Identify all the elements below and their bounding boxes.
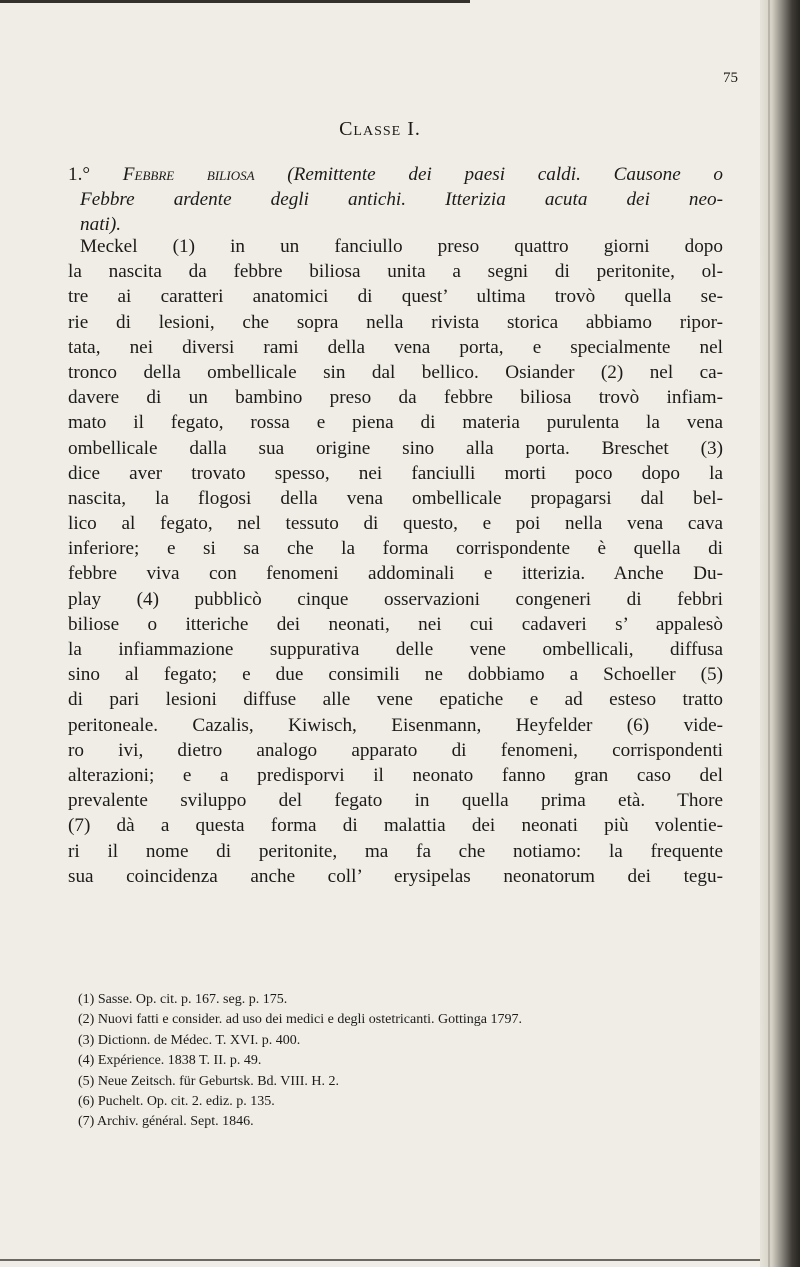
section-heading: Classe I. [339,118,421,140]
body-line: davere di un bambino preso da febbre biliosa trovò infiam- [68,387,723,409]
footnote: (5) Neue Zeitsch. für Geburtsk. Bd. VIII. H. 2. [78,1073,340,1089]
body-line: lico al fegato, nel tessuto di questo, e poi nella vena cava [68,513,723,535]
page-bottom-edge [0,1259,760,1261]
body-line: ombellicale dalla sua origine sino alla porta. Breschet (3) [68,437,723,459]
body-line: la nascita da febbre biliosa unita a segni di peritonite, ol- [68,261,723,283]
body-line: sua coincidenza anche coll’ erysipelas neonatorum dei tegu- [68,865,723,887]
entry-number: 1.° [68,164,91,185]
body-line: di pari lesioni diffuse alle vene epatiche e ad esteso tratto [68,689,723,711]
body-line: sino al fegato; e due consimili ne dobbiamo a Schoeller (5) [68,664,723,686]
body-line: (7) dà a questa forma di malattia dei neonati più volentie- [68,815,723,837]
footnote: (3) Dictionn. de Médec. T. XVI. p. 400. [78,1032,301,1048]
body-line: inferiore; e si sa che la forma corrispondente è quella di [68,538,723,560]
body-line: Meckel (1) in un fanciullo preso quattro giorni dopo [80,236,723,257]
footnote: (2) Nuovi fatti e consider. ad uso dei medici e degli ostetricanti. Gottinga 1797. [78,1012,523,1028]
entry-title-line-3: nati). [80,214,122,236]
body-line: prevalente sviluppo del fegato in quella prima età. Thore [68,790,723,812]
body-line: mato il fegato, rossa e piena di materia purulenta la vena [68,412,723,434]
footnote: (1) Sasse. Op. cit. p. 167. seg. p. 175. [78,992,288,1007]
footnotes [78,990,728,1133]
body-line: tre ai caratteri anatomici di quest’ ultima trovò quella se- [68,286,723,308]
page-top-shadow [0,0,470,3]
body-line: alterazioni; e a predisporvi il neonato fanno gran caso del [68,764,723,786]
page-number: 75 [723,70,738,86]
body-line: ro ivi, dietro analogo apparato di fenomeni, corrispondenti [68,739,723,761]
entry-title-rest: (Remittente dei paesi caldi. Causone o [287,164,723,185]
body-line: tronco della ombellicale sin dal bellico. Osiander (2) nel ca- [68,361,723,383]
body-line: ri il nome di peritonite, ma fa che notiamo: la frequente [68,840,723,862]
body-line: rie di lesioni, che sopra nella rivista storica abbiamo ripor- [68,311,723,333]
entry-title [68,162,723,238]
body-line: febbre viva con fenomeni addominali e itterizia. Anche Du- [68,563,723,585]
body-line: tata, nei diversi rami della vena porta, e specialmente nel [68,336,723,358]
book-spine-edge [760,0,800,1267]
entry-title-line-2: Febbre ardente degli antichi. Itterizia acuta dei neo- [80,189,723,211]
entry-name: Febbre biliosa [122,164,255,185]
body-line: dice aver trovato spesso, nei fanciulli morti poco dopo la [68,462,723,484]
footnote: (6) Puchelt. Op. cit. 2. ediz. p. 135. [78,1094,275,1110]
body-line: biliose o itteriche dei neonati, nei cui cadaveri s’ appalesò [68,613,723,635]
footnote: (4) Expérience. 1838 T. II. p. 49. [78,1053,262,1069]
body-line: peritoneale. Cazalis, Kiwisch, Eisenmann, Heyfelder (6) vide- [68,714,723,736]
body-line: play (4) pubblicò cinque osservazioni congeneri di febbri [68,588,723,610]
body-line: la infiammazione suppurativa delle vene ombellicali, diffusa [68,639,723,660]
footnote: (7) Archiv. général. Sept. 1846. [78,1114,254,1130]
entry-title-line-1 [68,162,723,187]
body-line: nascita, la flogosi della vena ombellicale propagarsi dal bel- [68,487,723,509]
body-paragraph [68,234,723,889]
